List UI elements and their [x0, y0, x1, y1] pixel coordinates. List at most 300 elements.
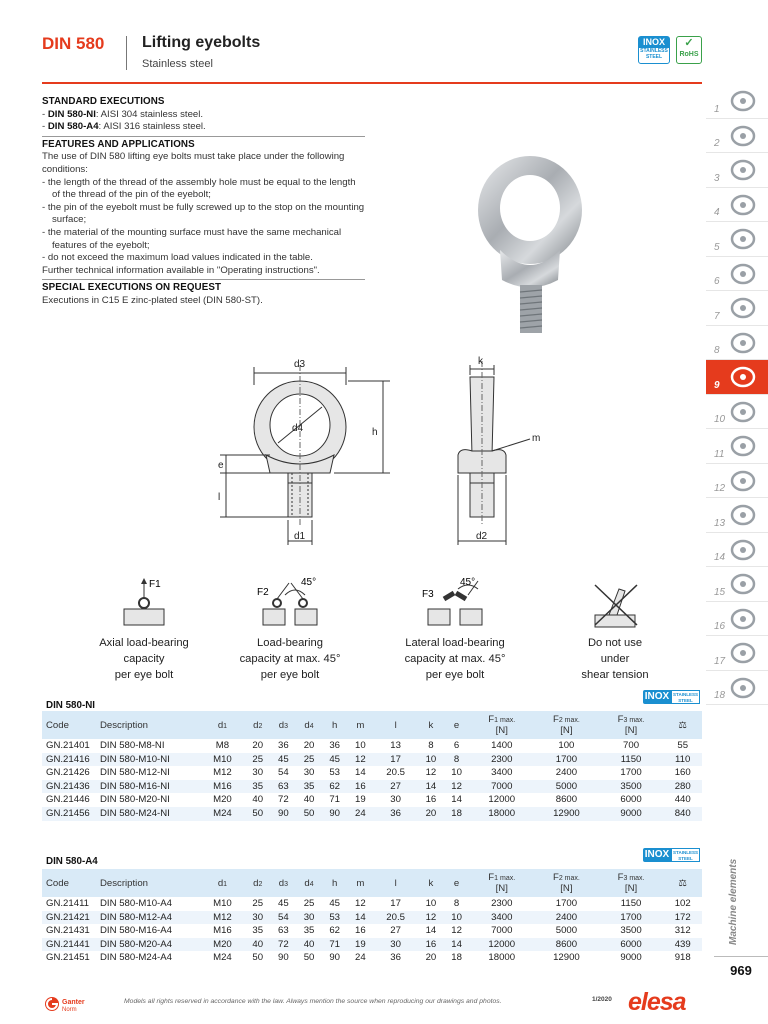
dim-e: e [218, 460, 224, 471]
table-cell: 6000 [620, 794, 642, 806]
edition-date: 1/2020 [592, 996, 612, 1003]
table-cell: 160 [674, 767, 691, 779]
column-header-sub: 1 [223, 880, 228, 888]
category-thumbnail-icon [728, 399, 758, 425]
table-cell: 14 [451, 794, 462, 806]
table-cell: 24 [355, 952, 366, 964]
std-title: STANDARD EXECUTIONS [42, 96, 165, 107]
category-tab[interactable] [706, 188, 768, 223]
column-header-label: Description [100, 877, 148, 889]
table-cell: 30 [390, 794, 401, 806]
column-header-label: ⚖ [678, 877, 687, 889]
column-header-label: h [332, 877, 338, 889]
table-cell: 54 [278, 767, 289, 779]
column-header-label: F [552, 714, 559, 725]
dim-d2: d2 [476, 531, 488, 542]
column-header-unit: [N] [495, 725, 508, 736]
table-row [42, 938, 702, 952]
table-cell: 20.5 [373, 911, 418, 925]
table-row [42, 739, 702, 753]
load-label: F1 [149, 579, 161, 590]
category-tab-number: 13 [714, 517, 726, 529]
table-cell: GN.21436 [42, 780, 96, 794]
column-header-label: F [552, 872, 559, 883]
table-cell: 2300 [491, 898, 513, 909]
column-header-label: Description [100, 719, 148, 731]
column-header-sub: 1 max. [494, 875, 516, 882]
table-cell: 1700 [620, 767, 642, 779]
table-cell: 12000 [469, 938, 534, 952]
table-cell: M16 [213, 925, 232, 937]
table-cell: 63 [278, 925, 289, 937]
inox-badge-label: INOX [644, 691, 670, 702]
inox-badge [643, 690, 700, 704]
category-tab-number: 6 [714, 276, 720, 287]
load-caption-line: Load-bearing [257, 637, 323, 649]
load-caption-line: per eye bolt [260, 669, 320, 681]
table-cell: GN.21421 [42, 911, 96, 925]
std-item-desc: : AISI 316 stainless steel. [98, 121, 206, 133]
table-cell: 90 [271, 807, 297, 821]
column-header-label: F [488, 872, 495, 883]
table-cell: 53 [329, 767, 341, 779]
table-cell: 36 [390, 952, 401, 964]
table-cell: 10 [355, 740, 366, 751]
table-cell: 40 [252, 794, 264, 806]
category-thumbnail-icon [728, 537, 758, 563]
table-cell: DIN 580-M12-NI [100, 767, 170, 779]
header-separator [126, 36, 127, 70]
std-item: - DIN 580-A4: AISI 316 stainless steel. [42, 121, 206, 133]
table-cell: DIN 580-M12-A4 [96, 911, 200, 925]
column-header-label: d [253, 719, 259, 731]
table-cell: 25 [296, 753, 322, 767]
column-header-label: h [332, 719, 338, 731]
eyebolt-photo [470, 150, 590, 340]
table-cell: M8 [215, 740, 230, 751]
table-row [42, 924, 702, 938]
table-cell: 40 [303, 794, 315, 806]
column-header-label: Code [46, 877, 69, 889]
table-cell: M24 [213, 952, 232, 964]
table-cell: 40 [245, 938, 271, 952]
column-header-sub: 2 [258, 880, 263, 888]
table-cell: M24 [200, 807, 245, 821]
table-cell: 19 [355, 794, 366, 806]
category-thumbnail-icon [728, 192, 758, 218]
category-tab-number: 7 [714, 310, 720, 322]
table-cell: DIN 580-M16-NI [96, 780, 200, 794]
category-thumbnail-icon [728, 364, 758, 390]
table-cell: 3500 [599, 780, 664, 794]
table-cell: 1400 [491, 740, 513, 751]
table-cell: 840 [663, 807, 702, 821]
column-header-unit: [N] [624, 725, 638, 736]
column-header [322, 711, 348, 739]
category-tab-number: 4 [714, 207, 720, 218]
table-cell: 6 [453, 740, 460, 751]
category-tab[interactable] [706, 464, 768, 499]
category-tab[interactable] [706, 636, 768, 671]
table-cell: 25 [252, 898, 264, 909]
description-block [42, 96, 365, 308]
dim-m: m [532, 433, 541, 444]
table-cell: 3400 [469, 911, 534, 925]
category-thumbnail-icon [728, 157, 758, 183]
table-cell: 24 [348, 807, 374, 821]
category-tab[interactable] [706, 360, 768, 395]
table-cell: 18000 [469, 807, 534, 821]
dim-d4: d4 [292, 423, 304, 434]
table-cell: 3500 [620, 925, 642, 937]
std-item: - DIN 580-NI: AISI 304 stainless steel. [42, 108, 204, 120]
category-tab-number: 1 [714, 103, 720, 115]
table-cell: 40 [296, 938, 322, 952]
column-header-label: d [278, 719, 285, 731]
table-cell: 8 [444, 753, 470, 767]
category-thumbnail-icon [728, 571, 758, 597]
table-cell: 12 [348, 753, 374, 767]
table-cell: 50 [296, 807, 322, 821]
divider [42, 136, 365, 137]
column-header-label: e [453, 719, 460, 731]
column-header-sub: 3 [284, 880, 288, 888]
column-header-sub: 2 [258, 722, 263, 730]
table-cell: 14 [444, 938, 470, 952]
column-header-unit: [N] [560, 883, 573, 894]
table-cell: 18 [451, 952, 462, 964]
column-header [296, 869, 322, 897]
load-caption-line: Axial load-bearing [99, 637, 189, 649]
table-cell: 8600 [534, 938, 599, 952]
column-header-label: e [453, 877, 460, 889]
table-cell: 36 [373, 807, 418, 821]
product-code: DIN 580 [42, 34, 105, 53]
category-tab-number: 11 [714, 448, 725, 460]
table-cell: 10 [451, 767, 462, 779]
table-cell: 1150 [620, 898, 642, 909]
table-cell: 8600 [555, 794, 578, 806]
feat-item: - do not exceed the maximum load values indicated in the table. [42, 252, 313, 264]
table-row [42, 766, 702, 780]
table-cell: 312 [674, 925, 691, 937]
category-tab[interactable] [706, 395, 768, 430]
std-item-code: DIN 580-A4 [47, 121, 99, 133]
inox-badge-sub: STAINLESS STEEL [671, 848, 700, 862]
table-cell: 14 [355, 767, 366, 779]
column-header-label: Code [46, 719, 69, 731]
table-cell: 54 [271, 911, 297, 925]
column-header-label: d [278, 877, 285, 889]
table-cell: 16 [355, 925, 366, 937]
column-header-unit: [N] [495, 883, 508, 894]
table-cell: 100 [558, 740, 575, 751]
inox-badge-sub: STAINLESS STEEL [640, 48, 668, 60]
column-header [373, 711, 418, 739]
category-tab-number: 3 [714, 172, 720, 184]
load-angle: 45° [301, 577, 317, 588]
table-cell: 35 [245, 780, 271, 794]
table-cell: 20.5 [386, 767, 405, 779]
column-header-sub: 2 max. [558, 875, 580, 882]
check-icon: ✓ [684, 37, 694, 49]
table-cell: 20 [425, 952, 437, 964]
rohs-badge [676, 36, 702, 64]
table-cell: 110 [663, 753, 702, 767]
table-cell: 53 [322, 911, 348, 925]
table-cell: DIN 580-M10-A4 [100, 898, 172, 909]
column-header [599, 869, 664, 897]
table-row [42, 793, 702, 807]
column-header-sub: 2 max. [558, 717, 580, 724]
category-tab[interactable] [706, 153, 768, 188]
table-cell: 27 [390, 925, 401, 937]
table-cell: 17 [373, 753, 418, 767]
table-header-row [42, 711, 702, 739]
category-tab[interactable] [706, 291, 768, 326]
page-title: Lifting eyebolts [142, 34, 261, 51]
table-cell: M10 [213, 898, 232, 909]
column-header [469, 869, 534, 897]
table-cell: 8 [428, 740, 434, 751]
table-cell: GN.21401 [46, 740, 90, 751]
table-cell: 12 [451, 925, 462, 937]
table-cell: 17 [390, 898, 401, 909]
column-header-label: k [428, 719, 434, 731]
column-header-label: d [217, 719, 224, 731]
category-tab-number: 18 [714, 690, 726, 701]
table-cell: 440 [674, 794, 691, 806]
column-header-unit: [N] [560, 725, 573, 736]
category-thumbnail-icon [728, 226, 758, 252]
column-header-sub: 3 max. [623, 875, 645, 882]
table-cell: 1700 [599, 911, 664, 925]
column-header [599, 711, 664, 739]
table-cell: 1700 [534, 753, 599, 767]
table-cell: 50 [252, 952, 264, 964]
column-header-label: F [488, 714, 495, 725]
table-cell: 2300 [469, 753, 534, 767]
table-cell: 9000 [599, 807, 664, 821]
table-cell: 18000 [488, 952, 516, 964]
table-cell: 1700 [555, 898, 578, 909]
load-label: F2 [257, 587, 269, 598]
table-cell: 45 [271, 753, 297, 767]
category-thumbnail-icon [728, 295, 758, 321]
table-cell: DIN 580-M24-NI [96, 807, 200, 821]
table-cell: M10 [200, 753, 245, 767]
column-header [245, 869, 271, 897]
column-header [200, 869, 245, 897]
table-cell: 2400 [534, 911, 599, 925]
table-cell: 90 [329, 952, 341, 964]
table-cell: 12900 [553, 952, 580, 964]
std-item-code: DIN 580-NI [47, 108, 96, 120]
column-header [322, 869, 348, 897]
table-row [42, 780, 702, 794]
category-thumbnail-icon [728, 88, 758, 114]
column-header [348, 711, 374, 739]
category-tab[interactable] [706, 84, 768, 119]
table-cell: 27 [373, 780, 418, 794]
load-caption-line: capacity [123, 653, 165, 665]
category-tabs [706, 84, 768, 705]
table-cell: 30 [303, 767, 315, 779]
category-tab-number: 10 [714, 414, 726, 425]
category-tab-number: 15 [714, 586, 726, 598]
table-cell: DIN 580-M20-NI [100, 794, 170, 806]
column-header [96, 711, 200, 739]
std-item-desc: : AISI 304 stainless steel. [95, 108, 204, 120]
column-header-label: ⚖ [678, 719, 687, 731]
category-tab[interactable] [706, 119, 768, 154]
column-header [534, 711, 599, 739]
table-cell: 16 [418, 938, 444, 952]
table-cell: 62 [322, 780, 348, 794]
load-caption-line: shear tension [581, 669, 649, 681]
table-cell: 90 [322, 807, 348, 821]
category-tab-number: 8 [714, 345, 720, 356]
table-cell: 10 [425, 898, 437, 909]
table-cell: 45 [322, 753, 348, 767]
table-cell: GN.21426 [46, 767, 90, 779]
table-cell: M20 [213, 794, 232, 806]
category-thumbnail-icon [728, 468, 758, 494]
table-cell: 25 [245, 753, 271, 767]
column-header [373, 869, 418, 897]
table-a4 [42, 869, 702, 965]
feat-item: - the pin of the eyebolt must be fully screwed up to the stop on the mounting surface; [42, 201, 365, 226]
dim-d3: d3 [294, 359, 306, 370]
table-cell: 30 [373, 938, 418, 952]
column-header [663, 711, 702, 739]
table-cell: 7000 [491, 925, 513, 937]
divider [42, 279, 365, 280]
table-cell: DIN 580-M10-NI [96, 753, 200, 767]
column-header [245, 711, 271, 739]
table-cell: M12 [213, 767, 232, 779]
dim-l: l [218, 492, 221, 503]
column-header-label: d [304, 719, 310, 731]
category-tab[interactable] [706, 498, 768, 533]
column-header [96, 869, 200, 897]
load-lateral [375, 575, 535, 683]
table-cell: 8 [453, 898, 460, 909]
table-cell: M20 [200, 938, 245, 952]
load-caption-line: Do not use [587, 637, 643, 649]
category-tab[interactable] [706, 257, 768, 292]
dim-k: k [478, 356, 483, 367]
table-cell: GN.21451 [46, 952, 90, 964]
ganter-logo-sub: Norm [62, 1007, 77, 1013]
table-cell: 7000 [469, 780, 534, 794]
category-thumbnail-icon [728, 640, 758, 666]
table-cell: 700 [623, 740, 640, 751]
column-header [444, 869, 470, 897]
category-tab[interactable] [706, 429, 768, 464]
category-tab[interactable] [706, 567, 768, 602]
column-header [200, 711, 245, 739]
category-tab[interactable] [706, 602, 768, 637]
table-cell: GN.21441 [42, 938, 96, 952]
table-cell: M16 [200, 780, 245, 794]
ganter-logo-text: Ganter [62, 999, 85, 1006]
table-cell: 45 [278, 898, 289, 909]
category-thumbnail-icon [728, 123, 758, 149]
table-row [42, 897, 702, 911]
header-rule [42, 82, 702, 84]
feat-outro: Further technical information available in "Operating instructions". [42, 264, 320, 276]
table-a4-title: DIN 580-A4 [46, 856, 98, 867]
table-cell: 439 [663, 938, 702, 952]
column-header [418, 711, 444, 739]
table-cell: 19 [348, 938, 374, 952]
column-header-label: l [394, 719, 397, 731]
table-cell: 6000 [599, 938, 664, 952]
table-cell: 14 [418, 780, 444, 794]
load-caption-line: under [600, 653, 630, 665]
feat-item: - the length of the thread of the assembly hole must be equal to the length of the thread of the pin of the eyebolt; [42, 176, 356, 201]
load-label: F3 [422, 589, 434, 600]
category-tab[interactable] [706, 533, 768, 568]
table-cell: DIN 580-M20-A4 [96, 938, 200, 952]
table-cell: 172 [663, 911, 702, 925]
table-cell: 30 [296, 911, 322, 925]
load-caption-line: capacity at max. 45° [404, 653, 506, 665]
table-cell: 16 [348, 780, 374, 794]
table-cell: 3400 [491, 767, 513, 779]
table-cell: 102 [674, 898, 691, 909]
category-tab[interactable] [706, 326, 768, 361]
category-tab-number: 14 [714, 552, 726, 563]
table-cell: 50 [303, 952, 315, 964]
category-tab-number: 17 [714, 655, 726, 667]
feat-title: FEATURES AND APPLICATIONS [42, 138, 195, 150]
column-header [348, 869, 374, 897]
rohs-badge-label: RoHS [679, 51, 699, 58]
category-tab[interactable] [706, 671, 768, 706]
load-axial [64, 575, 224, 683]
column-header-sub: 3 max. [623, 717, 645, 724]
category-tab[interactable] [706, 222, 768, 257]
load-caption-line: Lateral load-bearing [405, 637, 505, 649]
load-caption-line: capacity at max. 45° [239, 653, 341, 665]
category-tab-number: 9 [714, 379, 720, 391]
column-header [663, 869, 702, 897]
table-ni-title: DIN 580-NI [46, 700, 95, 711]
table-cell: 50 [245, 807, 271, 821]
table-cell: 71 [329, 794, 341, 806]
table-header-row [42, 869, 702, 897]
table-cell: 12900 [534, 807, 599, 821]
category-thumbnail-icon [728, 606, 758, 632]
table-cell: 14 [425, 925, 437, 937]
column-header [42, 869, 96, 897]
table-cell: 12000 [488, 794, 516, 806]
table-cell: 20 [252, 740, 264, 751]
table-cell: 10 [444, 911, 470, 925]
table-cell: 918 [674, 952, 691, 964]
spec-text: Executions in C15 E zinc-plated steel (DIN 580-ST). [42, 294, 263, 306]
column-header-label: F [617, 714, 624, 725]
page-number: 969 [714, 956, 768, 978]
table-row [42, 753, 702, 767]
load-angled [210, 575, 370, 683]
table-cell: 20 [303, 740, 315, 751]
table-cell: 10 [418, 753, 444, 767]
table-cell: DIN 580-M16-A4 [100, 925, 172, 937]
table-cell: 18 [444, 807, 470, 821]
